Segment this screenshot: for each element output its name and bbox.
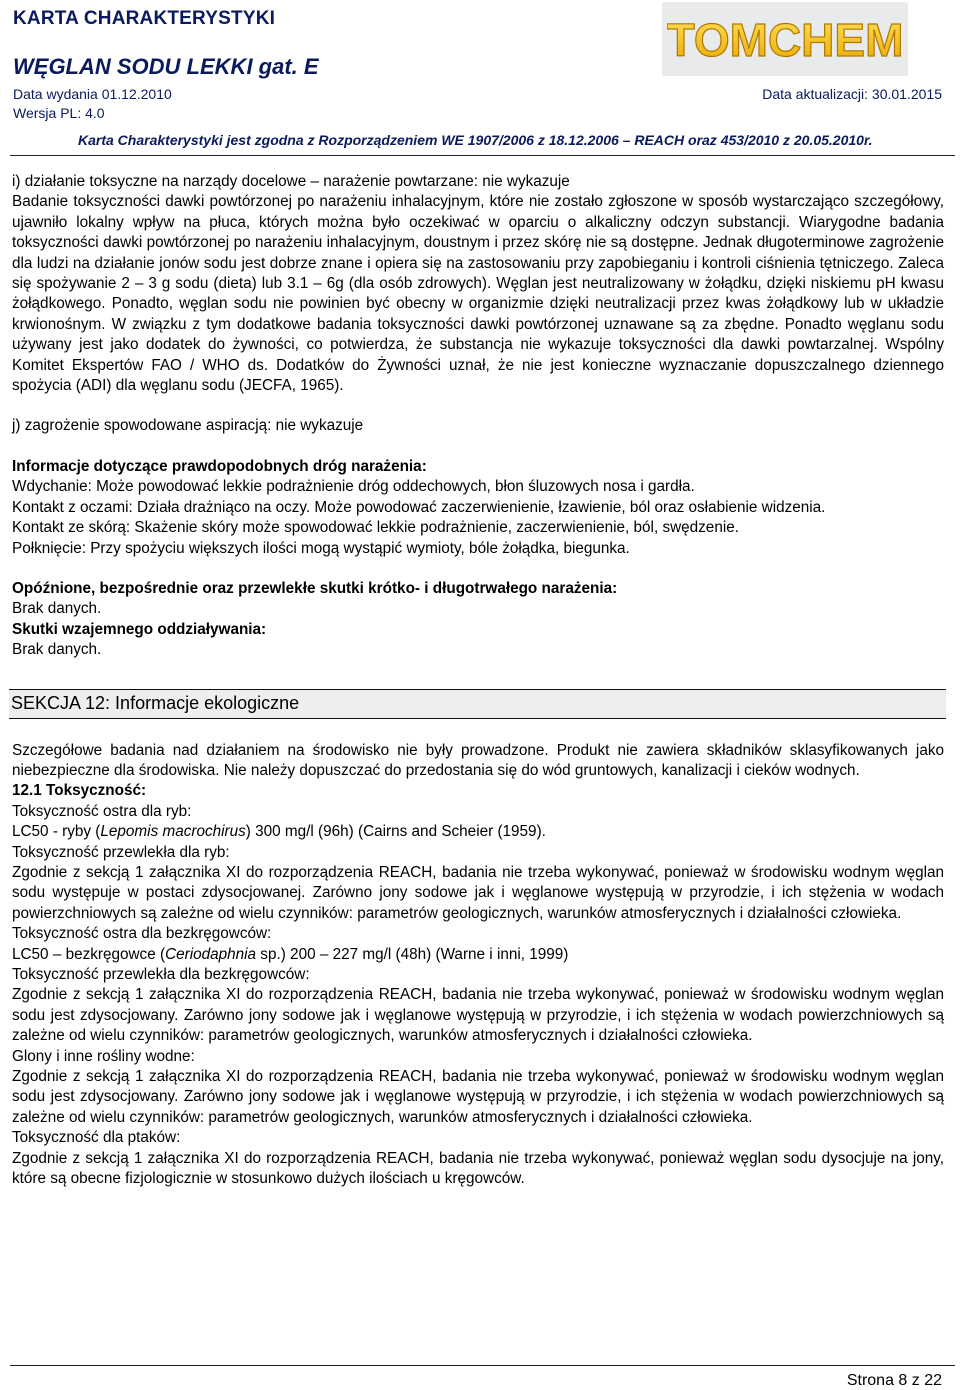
publication-date: Data wydania 01.12.2010 bbox=[13, 86, 172, 102]
fish-species: Lepomis macrochirus bbox=[100, 823, 246, 841]
birds-label: Toksyczność dla ptaków: bbox=[12, 1129, 181, 1147]
regulation-note: Karta Charakterystyki jest zgodna z Rozporządzeniem WE 1907/2006 z 18.12.2006 – REACH oraz 453/2010 z 20.05.2010r. bbox=[78, 132, 873, 148]
inhalation-text: Wdychanie: Może powodować lekkie podrażnienie dróg oddechowych, błon śluzowych nosa i gardła. bbox=[12, 478, 695, 496]
document-body bbox=[12, 172, 944, 1189]
header-divider bbox=[10, 155, 955, 156]
birds-text: Zgodnie z sekcją 1 załącznika XI do rozporządzenia REACH, badania nie trzeba wykonywać, ponieważ węglan sodu dysocjuje na jony, które są obecne fizjologicznie w stosunkowo dużych ilościach u kręgowców. bbox=[12, 1149, 944, 1188]
skin-contact-text: Kontakt ze skórą: Skażenie skóry może spowodować lekkie podrażnienie, zaczerwienienie, ból, swędzenie. bbox=[12, 519, 739, 537]
exposure-routes-heading: Informacje dotyczące prawdopodobnych dróg narażenia: bbox=[12, 457, 427, 475]
algae-text: Zgodnie z sekcją 1 załącznika XI do rozporządzenia REACH, badania nie trzeba wykonywać, ponieważ w środowisku wodnym węglan sodu jest zdysocjowany. Zarówno jony sodowe jak i węglanowe występują w przyrodzie, i ich stężenia w wodach powierzchniowych są zależne od wielu czynników: parametrów geologicznych, warunków atmosferycznych i działalności człowieka. bbox=[12, 1068, 944, 1126]
section-12-heading: SEKCJA 12: Informacje ekologiczne bbox=[9, 689, 946, 719]
interaction-effects-heading: Skutki wzajemnego oddziaływania: bbox=[12, 620, 267, 638]
invertebrate-acute-value: LC50 – bezkręgowce (Ceriodaphnia sp.) 200 – 227 mg/l (48h) (Warne i inni, 1999) bbox=[12, 945, 569, 963]
fish-acute-label: Toksyczność ostra dla ryb: bbox=[12, 802, 192, 820]
fish-acute-value: LC50 - ryby (Lepomis macrochirus) 300 mg/l (96h) (Cairns and Scheier (1959). bbox=[12, 823, 546, 841]
invertebrate-chronic-label: Toksyczność przewlekła dla bezkręgowców: bbox=[12, 966, 310, 983]
page-number: Strona 8 z 22 bbox=[846, 1372, 942, 1389]
version-label: Wersja PL: 4.0 bbox=[13, 105, 105, 121]
repeated-dose-paragraph: Badanie toksyczności dawki powtórzonej po narażeniu inhalacyjnym, które nie zostało zgłoszone w sposób wystarczająco szczegółowy, ujawniło lokalny wpływ na płuca, których można było oczekiwać w oparciu o alkaliczny odczyn substancji. Wiarygodne badania toksyczności dawki powtórzonej po narażeniu inhalacyjnym, doustnym i przez skórę nie są dostępne. Jednak długoterminowe zagrożenie dla ludzi na działanie jonów sodu jest dobrze znane i opiera się na zastosowaniu przy zapobieganiu i kontroli ciśnienia tętniczego. Zaleca się spożywanie 2 – 3 g sodu (dieta) lub 3.1 – 6g (dla osób zdrowych). Węglan jest neutralizowany w żołądku, dzięki niskiemu pH kwasu żołądkowego. Ponadto, węglan sodu nie powinien być obecny w organizmie dzięki neutralizacji przez kwas żołądkowy lub w układzie krwionośnym. W związku z tym dodatkowe badania toksyczności dawki powtórzonej uznawane są za zbędne. Ponadto węglanu sodu używany jest jako dodatek do żywności, co potwierdza, że substancja nie wykazuje toksyczności dla dawki powtarzalnej. Wspólny Komitet Ekspertów FAO / WHO ds. Dodatków do Żywności uznał, że nie jest konieczne wyznaczanie dopuszczalnego dziennego spożycia (ADI) dla węglanu sodu (JECFA, 1965). bbox=[12, 193, 944, 395]
footer-divider bbox=[10, 1365, 955, 1366]
company-logo bbox=[662, 2, 908, 76]
eye-contact-text: Kontakt z oczami: Działa drażniąco na oczy. Może powodować zaczerwienienie, łzawienie, ból oraz osłabienie widzenia. bbox=[12, 498, 826, 516]
eco-intro-text: Szczegółowe badania nad działaniem na środowisko nie były prowadzone. Produkt nie zawiera składników sklasyfikowanych jako niebezpieczne dla środowiska. Nie należy dopuszczać do przedostania się do wód gruntowych, kanalizacji i cieków wodnych. bbox=[12, 741, 944, 779]
toxicity-heading: 12.1 Toksyczność: bbox=[12, 782, 147, 800]
logo-wordmark: TOMCHEM bbox=[667, 14, 903, 66]
fish-chronic-label: Toksyczność przewlekła dla ryb: bbox=[12, 843, 230, 861]
algae-label: Glony i inne rośliny wodne: bbox=[12, 1047, 195, 1065]
document-type-title: KARTA CHARAKTERYSTYKI bbox=[13, 8, 276, 29]
product-name: WĘGLAN SODU LEKKI gat. E bbox=[13, 54, 319, 79]
delayed-effects-heading: Opóźnione, bezpośrednie oraz przewlekłe skutki krótko- i długotrwałego narażenia: bbox=[12, 579, 618, 597]
interaction-effects-text: Brak danych. bbox=[12, 641, 102, 659]
ingestion-text: Połknięcie: Przy spożyciu większych ilości mogą wystąpić wymioty, bóle żołądka, biegunka. bbox=[12, 539, 630, 557]
update-date: Data aktualizacji: 30.01.2015 bbox=[762, 86, 942, 102]
tomchem-logo-icon bbox=[667, 6, 903, 72]
target-organ-toxicity: i) działanie toksyczne na narządy docelowe – narażenie powtarzane: nie wykazuje bbox=[12, 173, 570, 190]
invertebrate-acute-label: Toksyczność ostra dla bezkręgowców: bbox=[12, 925, 272, 943]
fish-chronic-text: Zgodnie z sekcją 1 załącznika XI do rozporządzenia REACH, badania nie trzeba wykonywać, ponieważ w środowisku wodnym węglan sodu występuje w postaci zdysocjowanej. Zarówno jony sodowe jak i węglanowe występują w przyrodzie, i ich stężenia w wodach powierzchniowych są zależne od wielu czynników: parametrów geologicznych, warunków atmosferycznych i działalności człowieka. bbox=[12, 863, 944, 922]
delayed-effects-text: Brak danych. bbox=[12, 600, 102, 618]
invertebrate-species: Ceriodaphnia bbox=[165, 945, 257, 963]
invertebrate-chronic-text: Zgodnie z sekcją 1 załącznika XI do rozporządzenia REACH, badania nie trzeba wykonywać, ponieważ w środowisku wodnym węglan sodu jest zdysocjowany. Zarówno jony sodowe jak i węglanowe występują w przyrodzie, i ich stężenia w wodach powierzchniowych są zależne od wielu czynników: parametrów geologicznych, warunków atmosferycznych i działalności człowieka. bbox=[12, 986, 944, 1045]
aspiration-hazard: j) zagrożenie spowodowane aspiracją: nie wykazuje bbox=[12, 417, 364, 435]
